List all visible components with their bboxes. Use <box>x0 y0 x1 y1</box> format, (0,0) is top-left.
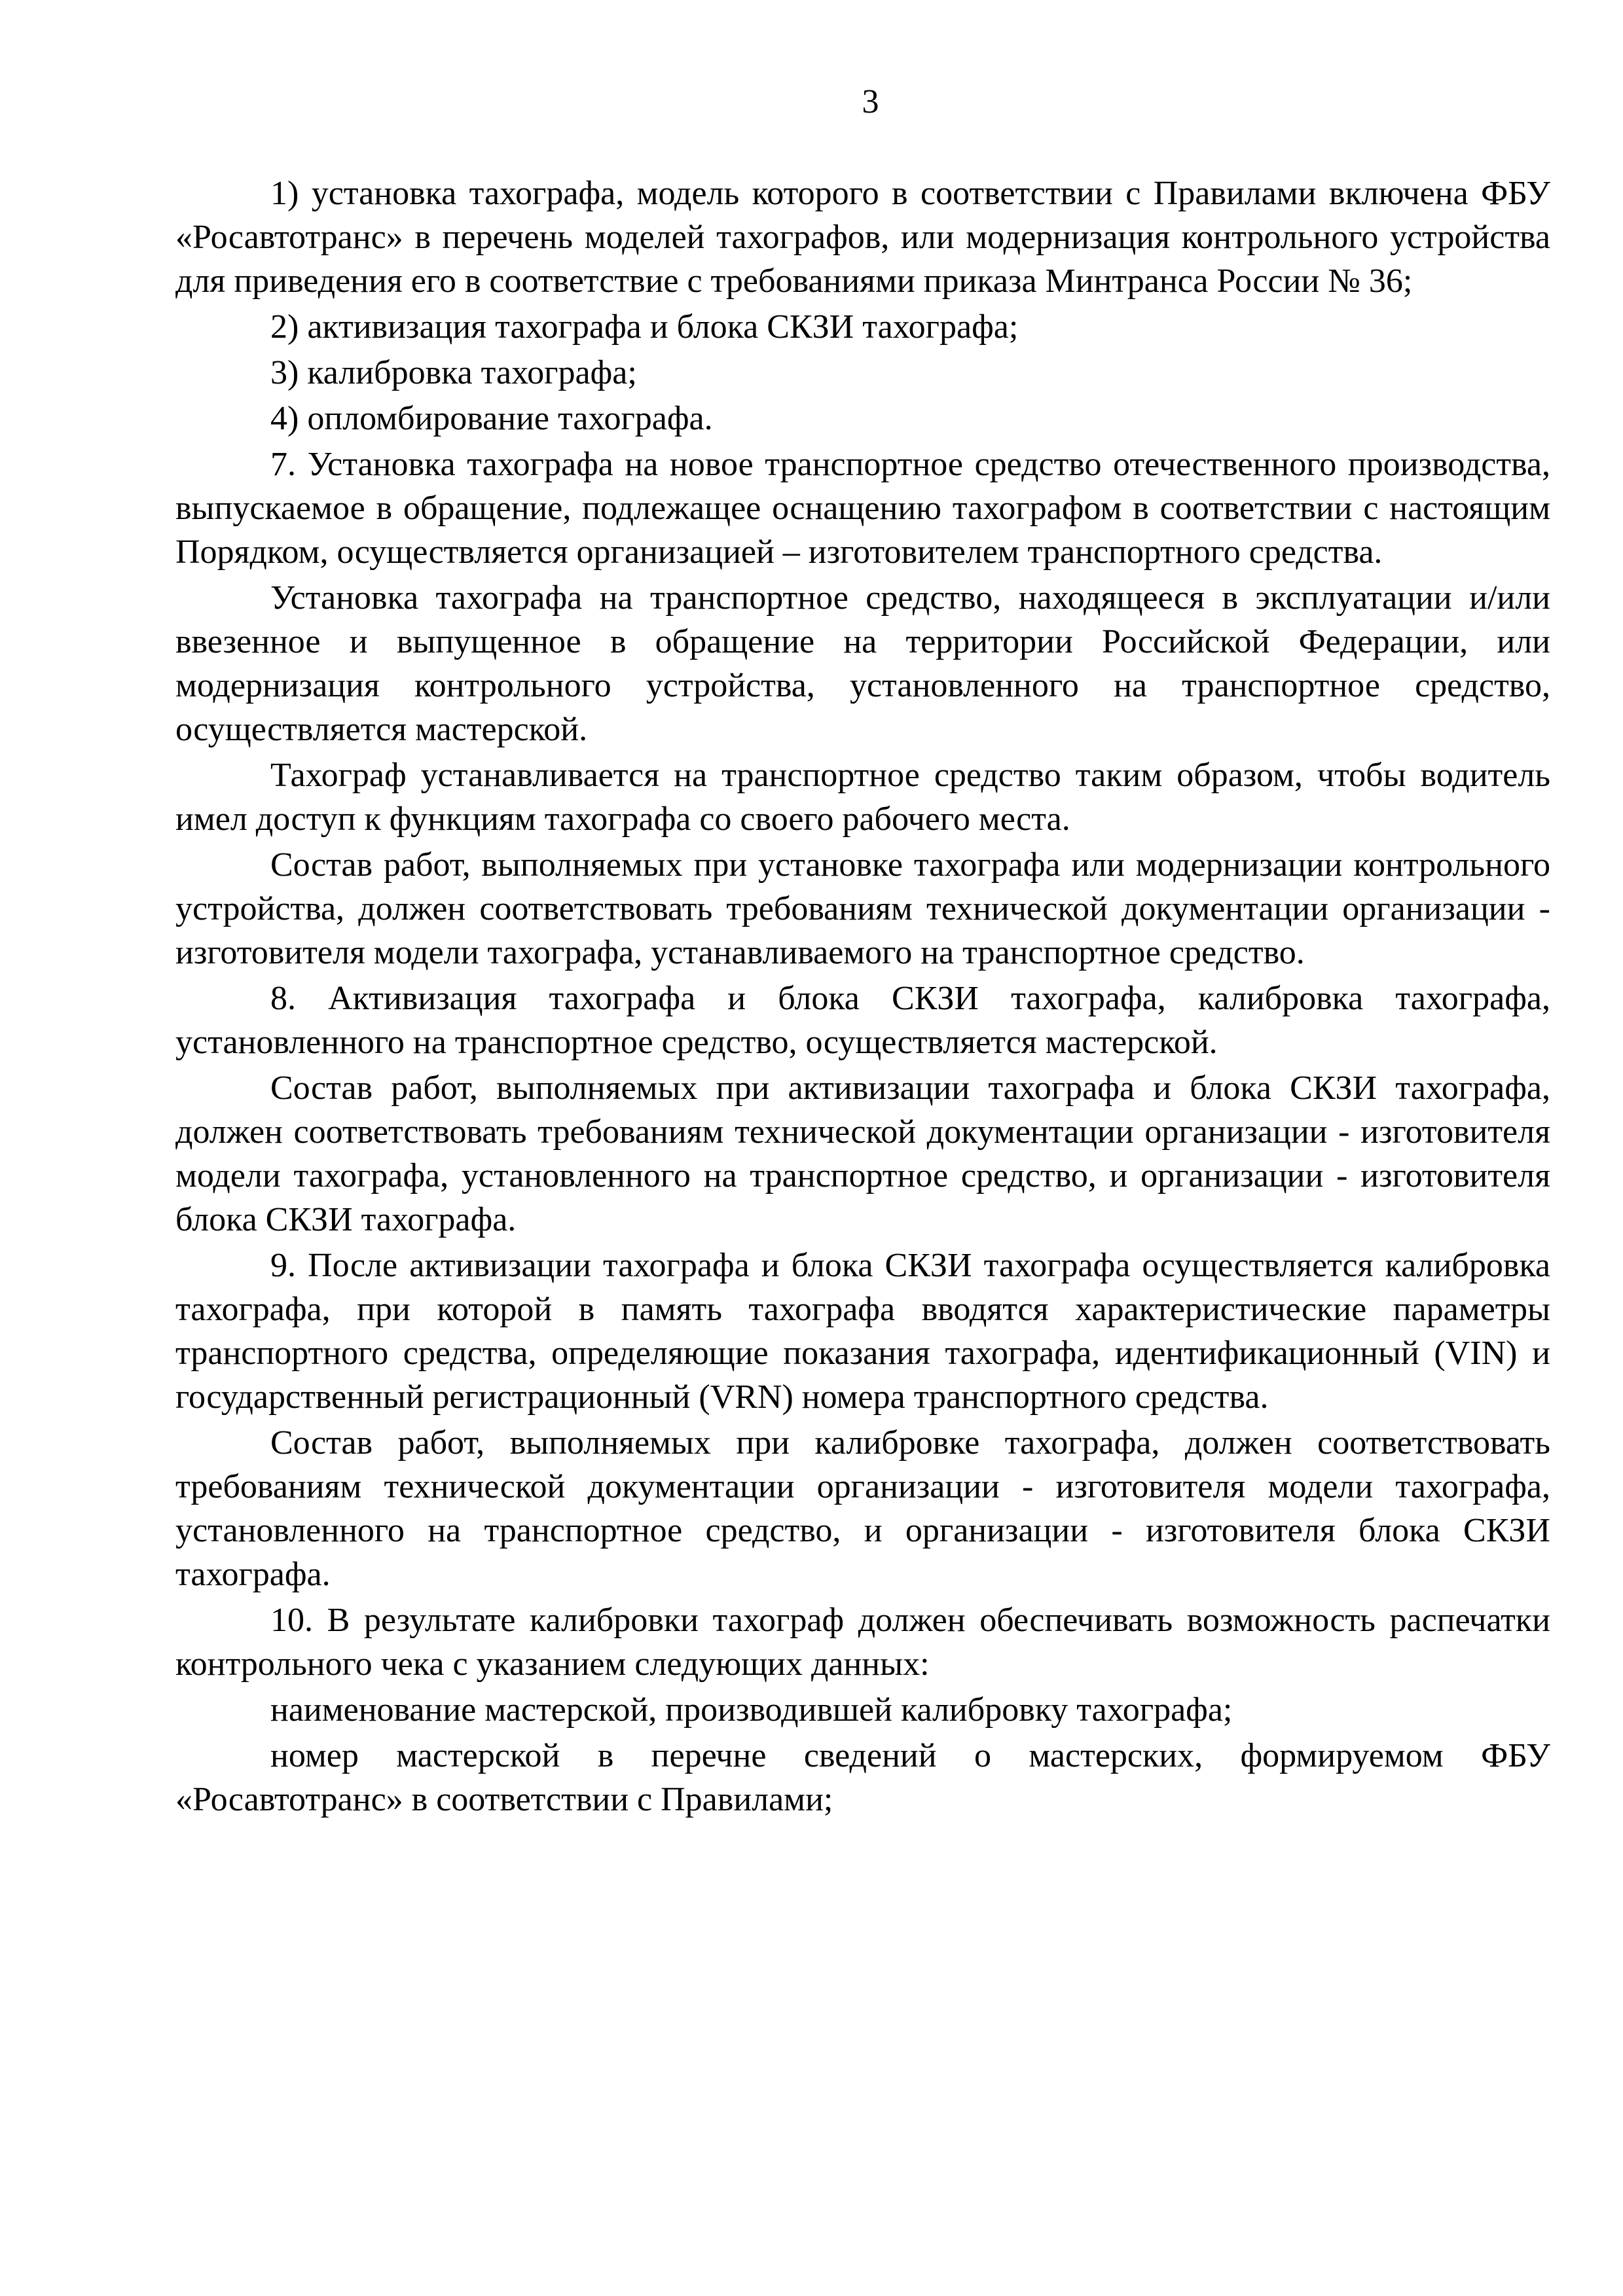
body-text <box>175 171 1550 1823</box>
page-number: 3 <box>862 83 879 120</box>
paragraph-section-7: 7. Установка тахографа на новое транспортное средство отечественного производства, выпускаемое в обращение, подлежащее оснащению тахографом в соответствии с настоящим Порядком, осуществляется организацией – изготовителем транспортного средства. <box>175 446 1550 571</box>
paragraph-installation-workshop: Установка тахографа на транспортное средство, находящееся в эксплуатации и/или ввезенное и выпущенное в обращение на территории Российской Федерации, или модернизация контрольного устройства, установленного на транспортное средство, осуществляется мастерской. <box>175 579 1550 748</box>
paragraph-item-2: 2) активизация тахографа и блока СКЗИ тахографа; <box>270 308 1019 346</box>
paragraph-workshop-number: номер мастерской в перечне сведений о мастерских, формируемом ФБУ «Росавтотранс» в соответствии с Правилами; <box>175 1737 1550 1818</box>
paragraph-driver-access: Тахограф устанавливается на транспортное средство таким образом, чтобы водитель имел доступ к функциям тахографа со своего рабочего места. <box>175 757 1550 838</box>
paragraph-section-8: 8. Активизация тахографа и блока СКЗИ тахографа, калибровка тахографа, установленного на транспортное средство, осуществляется мастерской. <box>175 980 1550 1061</box>
paragraph-item-1: 1) установка тахографа, модель которого в соответствии с Правилами включена ФБУ «Росавтотранс» в перечень моделей тахографов, или модернизация контрольного устройства для приведения его в соответствие с требованиями приказа Минтранса России № 36; <box>175 175 1550 300</box>
paragraph-item-3: 3) калибровка тахографа; <box>270 354 637 391</box>
paragraph-installation-scope: Состав работ, выполняемых при установке тахографа или модернизации контрольного устройства, должен соответствовать требованиям технической документации организации - изготовителя модели тахографа, устанавливаемого на транспортное средство. <box>175 846 1550 971</box>
paragraph-activation-scope: Состав работ, выполняемых при активизации тахографа и блока СКЗИ тахографа, должен соответствовать требованиям технической документации организации - изготовителя модели тахографа, установленного на транспортное средство, и организации - изготовителя блока СКЗИ тахографа. <box>175 1069 1550 1238</box>
paragraph-section-10: 10. В результате калибровки тахограф должен обеспечивать возможность распечатки контрольного чека с указанием следующих данных: <box>175 1602 1550 1683</box>
paragraph-section-9: 9. После активизации тахографа и блока СКЗИ тахографа осуществляется калибровка тахографа, при которой в память тахографа вводятся характеристические параметры транспортного средства, определяющие показания тахографа, идентификационный (VIN) и государственный регистрационный (VRN) номера транспортного средства. <box>175 1247 1550 1416</box>
paragraph-workshop-name: наименование мастерской, производившей калибровку тахографа; <box>270 1691 1233 1729</box>
paragraph-item-4: 4) опломбирование тахографа. <box>270 400 713 437</box>
paragraph-calibration-scope: Состав работ, выполняемых при калибровке тахографа, должен соответствовать требованиям технической документации организации - изготовителя модели тахографа, установленного на транспортное средство, и организации - изготовителя блока СКЗИ тахографа. <box>175 1424 1550 1593</box>
